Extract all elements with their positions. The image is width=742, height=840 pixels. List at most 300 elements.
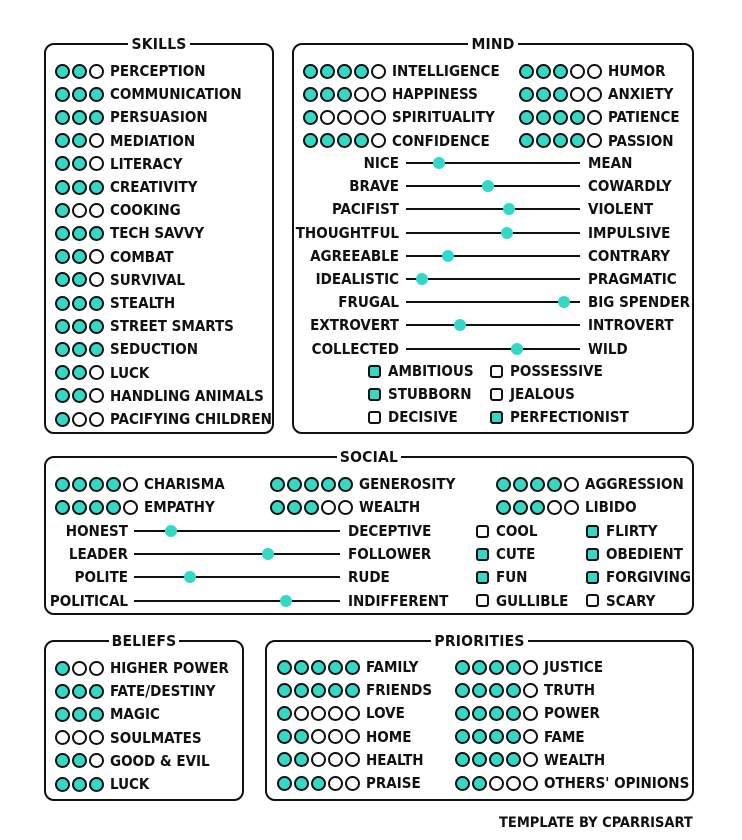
filled-dot[interactable]: [277, 776, 292, 791]
filled-dot[interactable]: [287, 500, 302, 515]
empty-dot[interactable]: [72, 412, 87, 427]
slider-knob[interactable]: [503, 203, 515, 215]
empty-dot[interactable]: [123, 500, 138, 515]
belief-rating[interactable]: [55, 729, 202, 747]
filled-dot[interactable]: [55, 64, 70, 79]
slider-track[interactable]: [134, 576, 340, 578]
rating-dots[interactable]: [303, 87, 386, 102]
skill-rating[interactable]: [55, 62, 206, 80]
mind-rating[interactable]: [303, 85, 478, 103]
checked-box[interactable]: [368, 365, 381, 378]
filled-dot[interactable]: [55, 365, 70, 380]
priority-rating[interactable]: [277, 774, 421, 792]
filled-dot[interactable]: [489, 752, 504, 767]
empty-dot[interactable]: [72, 661, 87, 676]
filled-dot[interactable]: [89, 500, 104, 515]
priority-rating[interactable]: [455, 704, 600, 722]
rating-dots[interactable]: [303, 64, 386, 79]
filled-dot[interactable]: [530, 477, 545, 492]
filled-dot[interactable]: [72, 684, 87, 699]
mind-slider[interactable]: [0, 224, 742, 242]
mind-slider[interactable]: [0, 293, 742, 311]
unchecked-box[interactable]: [490, 388, 503, 401]
filled-dot[interactable]: [55, 477, 70, 492]
mind-rating[interactable]: [519, 85, 673, 103]
mind-slider[interactable]: [0, 316, 742, 334]
mind-slider[interactable]: [0, 200, 742, 218]
empty-dot[interactable]: [523, 776, 538, 791]
slider-knob[interactable]: [262, 548, 274, 560]
slider-knob[interactable]: [416, 273, 428, 285]
rating-dots[interactable]: [455, 729, 538, 744]
slider-knob[interactable]: [184, 571, 196, 583]
checked-box[interactable]: [368, 388, 381, 401]
filled-dot[interactable]: [89, 777, 104, 792]
empty-dot[interactable]: [72, 730, 87, 745]
filled-dot[interactable]: [506, 660, 521, 675]
filled-dot[interactable]: [311, 683, 326, 698]
rating-dots[interactable]: [55, 477, 138, 492]
social-rating[interactable]: [55, 475, 225, 493]
slider-track[interactable]: [406, 232, 580, 234]
priority-rating[interactable]: [455, 751, 605, 769]
filled-dot[interactable]: [55, 753, 70, 768]
mind-trait-checkbox[interactable]: [490, 385, 575, 403]
filled-dot[interactable]: [55, 388, 70, 403]
filled-dot[interactable]: [106, 500, 121, 515]
empty-dot[interactable]: [587, 133, 602, 148]
empty-dot[interactable]: [311, 729, 326, 744]
empty-dot[interactable]: [89, 365, 104, 380]
filled-dot[interactable]: [303, 64, 318, 79]
empty-dot[interactable]: [564, 477, 579, 492]
filled-dot[interactable]: [337, 64, 352, 79]
filled-dot[interactable]: [345, 660, 360, 675]
filled-dot[interactable]: [472, 752, 487, 767]
filled-dot[interactable]: [536, 133, 551, 148]
rating-dots[interactable]: [55, 110, 104, 125]
slider-knob[interactable]: [442, 250, 454, 262]
filled-dot[interactable]: [72, 477, 87, 492]
skill-rating[interactable]: [55, 410, 272, 428]
filled-dot[interactable]: [472, 729, 487, 744]
social-rating[interactable]: [496, 475, 684, 493]
slider-knob[interactable]: [454, 319, 466, 331]
rating-dots[interactable]: [55, 753, 104, 768]
rating-dots[interactable]: [55, 661, 104, 676]
filled-dot[interactable]: [320, 133, 335, 148]
empty-dot[interactable]: [547, 500, 562, 515]
empty-dot[interactable]: [328, 776, 343, 791]
empty-dot[interactable]: [55, 730, 70, 745]
empty-dot[interactable]: [506, 776, 521, 791]
belief-rating[interactable]: [55, 775, 149, 793]
slider-track[interactable]: [406, 324, 580, 326]
skill-rating[interactable]: [55, 364, 149, 382]
filled-dot[interactable]: [303, 133, 318, 148]
filled-dot[interactable]: [303, 110, 318, 125]
filled-dot[interactable]: [455, 729, 470, 744]
rating-dots[interactable]: [455, 660, 538, 675]
skill-rating[interactable]: [55, 85, 242, 103]
slider-track[interactable]: [134, 553, 340, 555]
mind-trait-checkbox[interactable]: [368, 385, 472, 403]
filled-dot[interactable]: [277, 752, 292, 767]
filled-dot[interactable]: [72, 64, 87, 79]
social-rating[interactable]: [496, 498, 637, 516]
rating-dots[interactable]: [55, 684, 104, 699]
filled-dot[interactable]: [472, 683, 487, 698]
empty-dot[interactable]: [371, 64, 386, 79]
filled-dot[interactable]: [270, 477, 285, 492]
empty-dot[interactable]: [523, 729, 538, 744]
rating-dots[interactable]: [55, 87, 104, 102]
priority-rating[interactable]: [455, 728, 585, 746]
filled-dot[interactable]: [536, 64, 551, 79]
checked-box[interactable]: [586, 548, 599, 561]
filled-dot[interactable]: [72, 500, 87, 515]
filled-dot[interactable]: [277, 683, 292, 698]
filled-dot[interactable]: [354, 64, 369, 79]
social-trait-checkbox[interactable]: [476, 545, 535, 563]
filled-dot[interactable]: [72, 707, 87, 722]
filled-dot[interactable]: [570, 110, 585, 125]
mind-slider[interactable]: [0, 154, 742, 172]
empty-dot[interactable]: [354, 87, 369, 102]
filled-dot[interactable]: [55, 87, 70, 102]
mind-slider[interactable]: [0, 340, 742, 358]
mind-rating[interactable]: [303, 108, 495, 126]
rating-dots[interactable]: [277, 683, 360, 698]
filled-dot[interactable]: [489, 660, 504, 675]
rating-dots[interactable]: [277, 776, 360, 791]
filled-dot[interactable]: [519, 110, 534, 125]
unchecked-box[interactable]: [476, 594, 489, 607]
filled-dot[interactable]: [55, 684, 70, 699]
social-trait-checkbox[interactable]: [586, 568, 691, 586]
filled-dot[interactable]: [303, 87, 318, 102]
filled-dot[interactable]: [570, 133, 585, 148]
mind-rating[interactable]: [519, 62, 666, 80]
filled-dot[interactable]: [294, 776, 309, 791]
empty-dot[interactable]: [123, 477, 138, 492]
mind-slider[interactable]: [0, 270, 742, 288]
filled-dot[interactable]: [506, 729, 521, 744]
rating-dots[interactable]: [277, 729, 360, 744]
filled-dot[interactable]: [55, 133, 70, 148]
filled-dot[interactable]: [72, 110, 87, 125]
filled-dot[interactable]: [472, 706, 487, 721]
slider-track[interactable]: [406, 208, 580, 210]
filled-dot[interactable]: [287, 477, 302, 492]
empty-dot[interactable]: [89, 730, 104, 745]
filled-dot[interactable]: [472, 776, 487, 791]
filled-dot[interactable]: [55, 412, 70, 427]
social-rating[interactable]: [270, 475, 455, 493]
empty-dot[interactable]: [570, 64, 585, 79]
filled-dot[interactable]: [455, 776, 470, 791]
filled-dot[interactable]: [55, 661, 70, 676]
belief-rating[interactable]: [55, 659, 229, 677]
rating-dots[interactable]: [270, 477, 353, 492]
rating-dots[interactable]: [455, 776, 538, 791]
unchecked-box[interactable]: [490, 365, 503, 378]
filled-dot[interactable]: [519, 64, 534, 79]
rating-dots[interactable]: [303, 110, 386, 125]
slider-track[interactable]: [406, 278, 580, 280]
filled-dot[interactable]: [277, 706, 292, 721]
filled-dot[interactable]: [354, 133, 369, 148]
social-trait-checkbox[interactable]: [476, 568, 527, 586]
empty-dot[interactable]: [587, 64, 602, 79]
empty-dot[interactable]: [89, 64, 104, 79]
filled-dot[interactable]: [72, 388, 87, 403]
social-rating[interactable]: [55, 498, 215, 516]
unchecked-box[interactable]: [368, 411, 381, 424]
rating-dots[interactable]: [277, 752, 360, 767]
mind-rating[interactable]: [303, 62, 500, 80]
filled-dot[interactable]: [337, 87, 352, 102]
checked-box[interactable]: [586, 571, 599, 584]
filled-dot[interactable]: [304, 477, 319, 492]
filled-dot[interactable]: [270, 500, 285, 515]
filled-dot[interactable]: [547, 477, 562, 492]
mind-slider[interactable]: [0, 247, 742, 265]
rating-dots[interactable]: [519, 133, 602, 148]
social-trait-checkbox[interactable]: [586, 592, 655, 610]
rating-dots[interactable]: [519, 64, 602, 79]
filled-dot[interactable]: [321, 477, 336, 492]
filled-dot[interactable]: [277, 660, 292, 675]
slider-track[interactable]: [406, 348, 580, 350]
filled-dot[interactable]: [455, 752, 470, 767]
rating-dots[interactable]: [519, 87, 602, 102]
empty-dot[interactable]: [89, 753, 104, 768]
rating-dots[interactable]: [455, 752, 538, 767]
skill-rating[interactable]: [55, 132, 195, 150]
empty-dot[interactable]: [523, 683, 538, 698]
filled-dot[interactable]: [55, 707, 70, 722]
empty-dot[interactable]: [371, 87, 386, 102]
filled-dot[interactable]: [55, 110, 70, 125]
filled-dot[interactable]: [519, 133, 534, 148]
empty-dot[interactable]: [345, 706, 360, 721]
rating-dots[interactable]: [55, 64, 104, 79]
rating-dots[interactable]: [55, 707, 104, 722]
empty-dot[interactable]: [570, 87, 585, 102]
skill-rating[interactable]: [55, 108, 208, 126]
filled-dot[interactable]: [320, 87, 335, 102]
filled-dot[interactable]: [89, 684, 104, 699]
empty-dot[interactable]: [320, 110, 335, 125]
priority-rating[interactable]: [277, 658, 418, 676]
filled-dot[interactable]: [72, 777, 87, 792]
filled-dot[interactable]: [320, 64, 335, 79]
empty-dot[interactable]: [523, 660, 538, 675]
empty-dot[interactable]: [354, 110, 369, 125]
rating-dots[interactable]: [270, 500, 353, 515]
filled-dot[interactable]: [337, 133, 352, 148]
checked-box[interactable]: [586, 525, 599, 538]
empty-dot[interactable]: [371, 133, 386, 148]
empty-dot[interactable]: [345, 729, 360, 744]
slider-track[interactable]: [406, 301, 580, 303]
filled-dot[interactable]: [345, 683, 360, 698]
unchecked-box[interactable]: [476, 525, 489, 538]
slider-knob[interactable]: [280, 595, 292, 607]
filled-dot[interactable]: [55, 777, 70, 792]
filled-dot[interactable]: [513, 477, 528, 492]
filled-dot[interactable]: [536, 87, 551, 102]
checked-box[interactable]: [490, 411, 503, 424]
filled-dot[interactable]: [506, 752, 521, 767]
filled-dot[interactable]: [89, 707, 104, 722]
filled-dot[interactable]: [536, 110, 551, 125]
filled-dot[interactable]: [294, 729, 309, 744]
rating-dots[interactable]: [55, 365, 104, 380]
slider-knob[interactable]: [501, 227, 513, 239]
filled-dot[interactable]: [519, 87, 534, 102]
empty-dot[interactable]: [345, 752, 360, 767]
checked-box[interactable]: [476, 548, 489, 561]
rating-dots[interactable]: [455, 683, 538, 698]
filled-dot[interactable]: [496, 500, 511, 515]
social-trait-checkbox[interactable]: [586, 522, 658, 540]
rating-dots[interactable]: [303, 133, 386, 148]
mind-rating[interactable]: [519, 132, 674, 150]
filled-dot[interactable]: [89, 87, 104, 102]
priority-rating[interactable]: [277, 704, 405, 722]
filled-dot[interactable]: [496, 477, 511, 492]
filled-dot[interactable]: [294, 660, 309, 675]
empty-dot[interactable]: [89, 133, 104, 148]
checked-box[interactable]: [476, 571, 489, 584]
empty-dot[interactable]: [328, 729, 343, 744]
mind-rating[interactable]: [519, 108, 680, 126]
empty-dot[interactable]: [311, 752, 326, 767]
empty-dot[interactable]: [523, 706, 538, 721]
empty-dot[interactable]: [89, 388, 104, 403]
empty-dot[interactable]: [489, 776, 504, 791]
filled-dot[interactable]: [304, 500, 319, 515]
priority-rating[interactable]: [455, 774, 689, 792]
mind-rating[interactable]: [303, 132, 490, 150]
slider-knob[interactable]: [433, 157, 445, 169]
filled-dot[interactable]: [506, 706, 521, 721]
empty-dot[interactable]: [564, 500, 579, 515]
mind-trait-checkbox[interactable]: [368, 362, 474, 380]
rating-dots[interactable]: [55, 777, 104, 792]
slider-knob[interactable]: [165, 525, 177, 537]
unchecked-box[interactable]: [586, 594, 599, 607]
skill-rating[interactable]: [55, 387, 264, 405]
filled-dot[interactable]: [553, 110, 568, 125]
slider-track[interactable]: [134, 600, 340, 602]
rating-dots[interactable]: [55, 412, 104, 427]
belief-rating[interactable]: [55, 752, 210, 770]
filled-dot[interactable]: [553, 133, 568, 148]
empty-dot[interactable]: [345, 776, 360, 791]
rating-dots[interactable]: [496, 477, 579, 492]
filled-dot[interactable]: [489, 706, 504, 721]
slider-knob[interactable]: [482, 180, 494, 192]
empty-dot[interactable]: [294, 706, 309, 721]
priority-rating[interactable]: [277, 728, 411, 746]
empty-dot[interactable]: [587, 110, 602, 125]
slider-knob[interactable]: [511, 343, 523, 355]
filled-dot[interactable]: [311, 776, 326, 791]
empty-dot[interactable]: [328, 706, 343, 721]
filled-dot[interactable]: [472, 660, 487, 675]
empty-dot[interactable]: [311, 706, 326, 721]
filled-dot[interactable]: [530, 500, 545, 515]
filled-dot[interactable]: [55, 500, 70, 515]
mind-trait-checkbox[interactable]: [490, 408, 629, 426]
rating-dots[interactable]: [496, 500, 579, 515]
empty-dot[interactable]: [587, 87, 602, 102]
social-trait-checkbox[interactable]: [476, 592, 568, 610]
filled-dot[interactable]: [89, 477, 104, 492]
empty-dot[interactable]: [328, 752, 343, 767]
filled-dot[interactable]: [72, 87, 87, 102]
mind-trait-checkbox[interactable]: [368, 408, 458, 426]
priority-rating[interactable]: [455, 658, 603, 676]
empty-dot[interactable]: [338, 500, 353, 515]
empty-dot[interactable]: [523, 752, 538, 767]
empty-dot[interactable]: [371, 110, 386, 125]
filled-dot[interactable]: [455, 706, 470, 721]
filled-dot[interactable]: [294, 752, 309, 767]
filled-dot[interactable]: [311, 660, 326, 675]
social-trait-checkbox[interactable]: [586, 545, 683, 563]
filled-dot[interactable]: [506, 683, 521, 698]
filled-dot[interactable]: [294, 683, 309, 698]
filled-dot[interactable]: [489, 729, 504, 744]
empty-dot[interactable]: [337, 110, 352, 125]
filled-dot[interactable]: [72, 753, 87, 768]
filled-dot[interactable]: [89, 110, 104, 125]
slider-knob[interactable]: [558, 296, 570, 308]
slider-track[interactable]: [406, 255, 580, 257]
filled-dot[interactable]: [553, 64, 568, 79]
rating-dots[interactable]: [55, 133, 104, 148]
filled-dot[interactable]: [106, 477, 121, 492]
filled-dot[interactable]: [513, 500, 528, 515]
empty-dot[interactable]: [89, 661, 104, 676]
mind-trait-checkbox[interactable]: [490, 362, 603, 380]
filled-dot[interactable]: [328, 660, 343, 675]
priority-rating[interactable]: [277, 681, 432, 699]
rating-dots[interactable]: [519, 110, 602, 125]
priority-rating[interactable]: [277, 751, 424, 769]
filled-dot[interactable]: [455, 660, 470, 675]
filled-dot[interactable]: [277, 729, 292, 744]
rating-dots[interactable]: [55, 388, 104, 403]
rating-dots[interactable]: [55, 500, 138, 515]
social-trait-checkbox[interactable]: [476, 522, 537, 540]
filled-dot[interactable]: [338, 477, 353, 492]
priority-rating[interactable]: [455, 681, 595, 699]
mind-slider[interactable]: [0, 177, 742, 195]
rating-dots[interactable]: [55, 730, 104, 745]
belief-rating[interactable]: [55, 705, 160, 723]
empty-dot[interactable]: [321, 500, 336, 515]
filled-dot[interactable]: [328, 683, 343, 698]
filled-dot[interactable]: [553, 87, 568, 102]
rating-dots[interactable]: [277, 706, 360, 721]
social-rating[interactable]: [270, 498, 420, 516]
belief-rating[interactable]: [55, 682, 216, 700]
